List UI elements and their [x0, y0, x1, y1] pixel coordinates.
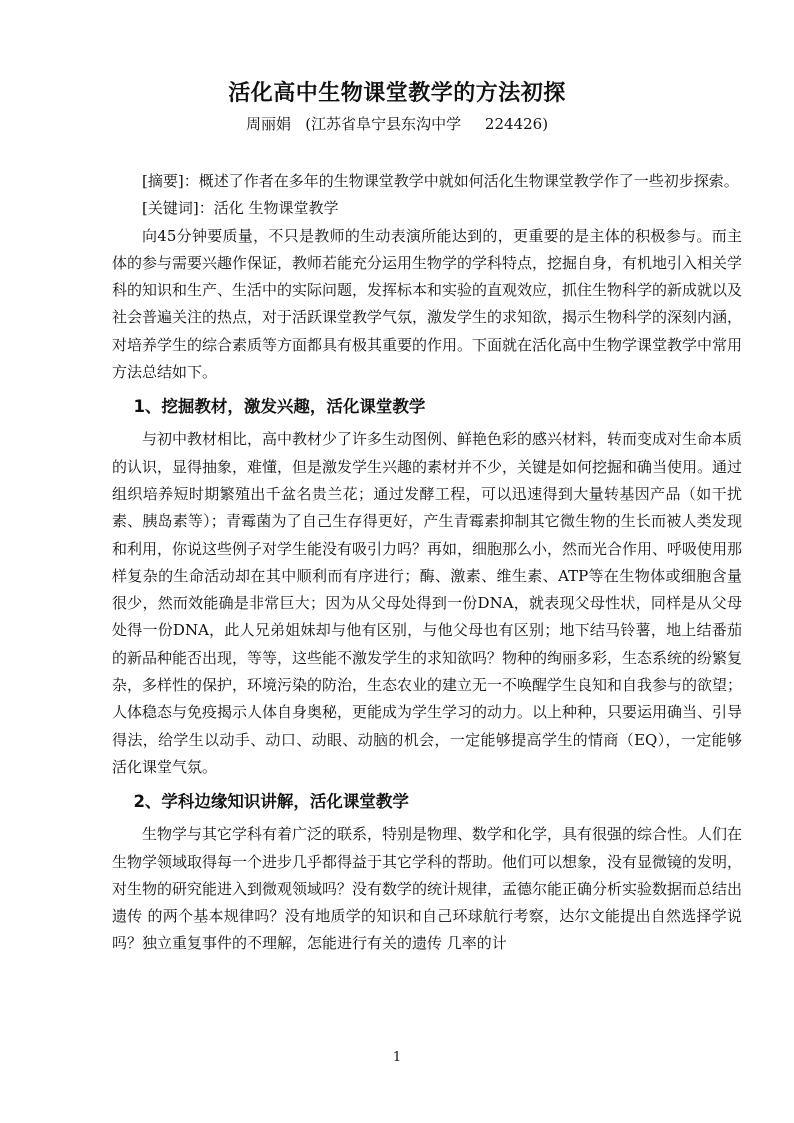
author-line: 周丽娟 (江苏省阜宁县东沟中学 224426)	[245, 115, 549, 133]
section-2-heading: 2、学科边缘知识讲解，活化课堂教学	[133, 792, 409, 812]
section-1-heading: 1、挖掘教材，激发兴趣，活化课堂教学	[133, 397, 426, 417]
section-1-paragraph: 与初中教材相比，高中教材少了许多生动图例、鲜艳色彩的感兴材料，转而变成对生命本质的认识，显得抽象，难懂，但是激发学生兴趣的素材并不少，关键是如何挖掘和确当使用。通过组织培养短时期繁殖出千盆名贵兰花；通过发酵工程，可以迅速得到大量转基因产品（如干扰素、胰岛素等）；青霉菌为了自己生存得更好，产生青霉素抑制其它微生物的生长而被人类发现和利用，你说这些例子对学生能没有吸引力吗？再如，细胞那么小，然而光合作用、呼吸使用那样复杂的生命活动却在其中顺利而有序进行；酶、激素、维生素、ATP等在生物体或细胞含量很少，然而效能确是非常巨大；因为从父母处得到一份DNA，就表现父母性状，同样是从父母处得一份DNA，此人兄弟姐妹却与他有区别，与他父母也有区别；地下结马铃薯，地上结番茄的新品种能否出现，等等，这些能不激发学生的求知欲吗？物种的绚丽多彩，生态系统的纷繁复杂，多样性的保护，环境污染的防治，生态农业的建立无一不唤醒学生良知和自我参与的欲望；人体稳态与免疫揭示人体自身奥秘，更能成为学生学习的动力。以上种种，只要运用确当、引导得法，给学生以动手、动口、动眼、动脑的机会，一定能够提高学生的情商（EQ），一定能够活化课堂气氛。	[112, 430, 743, 776]
document-body	[112, 168, 742, 958]
keywords-paragraph: [关键词]：活化 生物课堂教学	[142, 199, 339, 218]
intro-paragraph: 向45分钟要质量，不只是教师的生动表演所能达到的，更重要的是主体的积极参与。而主体的参与需要兴趣作保证，教师若能充分运用生物学的学科特点，挖掘自身，有机地引入相关学科的知识和生产、生活中的实际问题，发挥标本和实验的直观效应，抓住生物科学的新成就以及社会普遍关注的热点，对于活跃课堂教学气氛，激发学生的求知欲，揭示生物科学的深刻内涵，对培养学生的综合素质等方面都具有极其重要的作用。下面就在活化高中生物学课堂教学中常用方法总结如下。	[112, 226, 743, 382]
section-2-paragraph: 生物学与其它学科有着广泛的联系，特别是物理、数学和化学，具有很强的综合性。人们在生物学领域取得每一个进步几乎都得益于其它学科的帮助。他们可以想象，没有显微镜的发明，对生物的研究能进入到微观领域吗？没有数学的统计规律，孟德尔能正确分析实验数据而总结出遗传 的两个基本规律吗？没有地质学的知识和自己环球航行考察，达尔文能提出自然选择学说吗？独立重复事件的不理解，怎能进行有关的遗传 几率的计	[112, 825, 743, 953]
page-title: 活化高中生物课堂教学的方法初探	[228, 81, 566, 106]
page-number: 1	[392, 1050, 402, 1065]
abstract-paragraph: [摘要]：概述了作者在多年的生物课堂教学中就如何活化生物课堂教学作了一些初步探索。	[142, 172, 739, 190]
